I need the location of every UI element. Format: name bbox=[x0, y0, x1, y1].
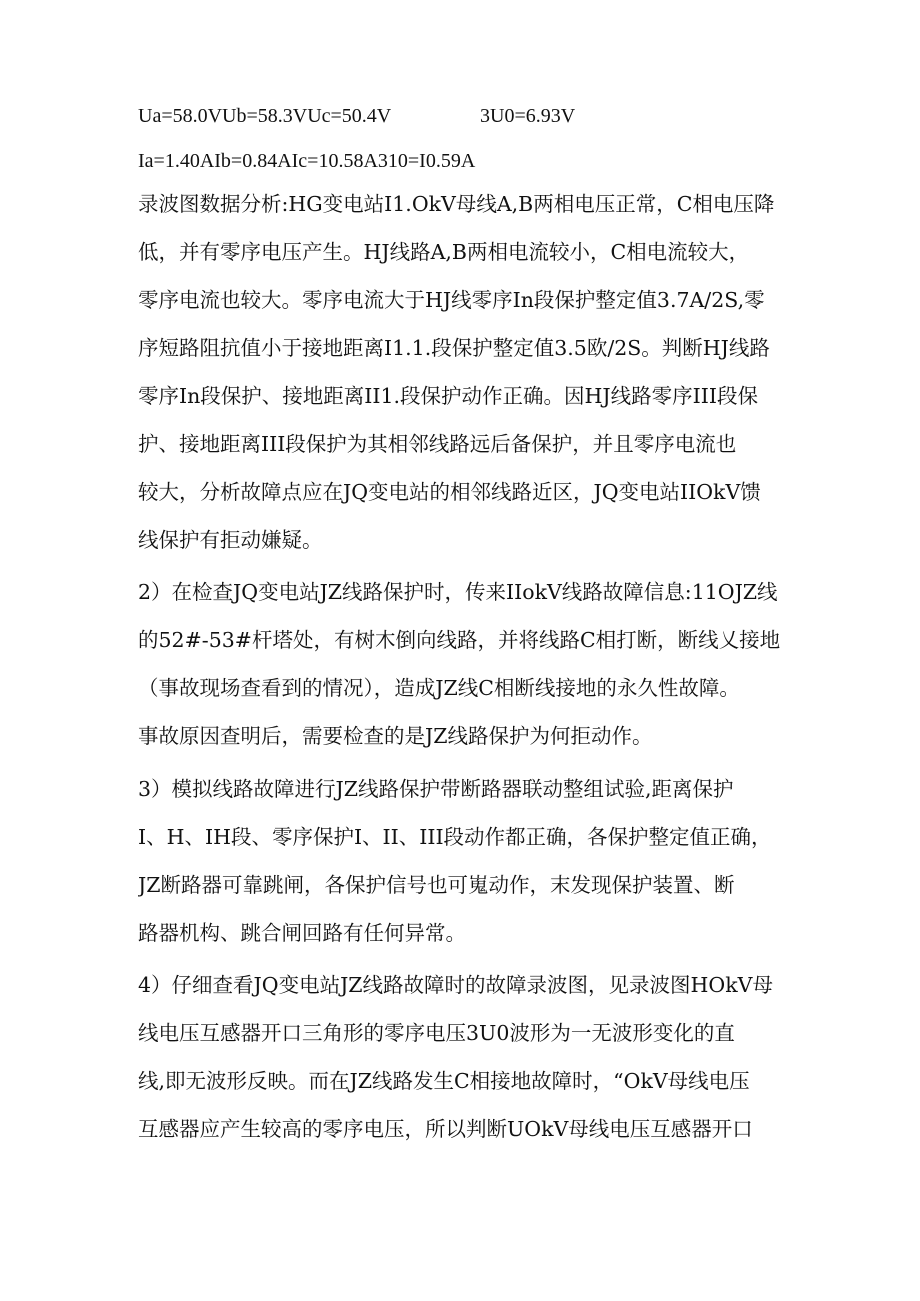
text-line: 线保护有拒动嫌疑。 bbox=[138, 528, 323, 552]
current-readings: Ia=1.40AIb=0.84AIc=10.58A310=I0.59A bbox=[138, 150, 476, 172]
text-line: 3）模拟线路故障进行JZ线路保护带断路器联动整组试验,距离保护 bbox=[138, 777, 734, 801]
voltage-readings: Ua=58.0VUb=58.3VUc=50.4V bbox=[138, 105, 392, 127]
text-line: 较大，分析故障点应在JQ变电站的相邻线路近区，JQ变电站IIOkV馈 bbox=[138, 480, 761, 504]
text-line: 线,即无波形反映。而在JZ线路发生C相接地故障时，“OkV母线电压 bbox=[138, 1069, 750, 1093]
text-line: 路器机构、跳合闸回路有任何异常。 bbox=[138, 921, 466, 945]
text-line: 互感器应产生较高的零序电压，所以判断UOkV母线电压互感器开口 bbox=[138, 1117, 753, 1141]
text-line: 2）在检查JQ变电站JZ线路保护时，传来IIokV线路故障信息:11OJZ线 bbox=[138, 580, 778, 604]
text-line: 线电压互感器开口三角形的零序电压3U0波形为一无波形变化的直 bbox=[138, 1021, 735, 1045]
text-line: 护、接地距离III段保护为其相邻线路远后备保护，并且零序电流也 bbox=[138, 432, 737, 456]
text-line: 零序电流也较大。零序电流大于HJ线零序In段保护整定值3.7A/2S,零 bbox=[138, 288, 765, 312]
text-line: 低，并有零序电压产生。HJ线路A,B两相电流较小，C相电流较大， bbox=[138, 240, 750, 264]
text-line: 录波图数据分析:HG变电站I1.OkV母线A,B两相电压正常，C相电压降 bbox=[138, 192, 775, 216]
text-line: （事故现场查看到的情况），造成JZ线C相断线接地的永久性故障。 bbox=[138, 676, 740, 700]
text-line: JZ断路器可靠跳闸，各保护信号也可嵬动作，末发现保护装置、断 bbox=[138, 873, 735, 897]
text-line: 的52#-53#杆塔处，有树木倒向线路，并将线路C相打断，断线乂接地 bbox=[138, 628, 781, 652]
text-line: 序短路阻抗值小于接地距离I1.1.段保护整定值3.5欧/2S。判断HJ线路 bbox=[138, 336, 770, 360]
text-line: 零序In段保护、接地距离II1.段保护动作正确。因HJ线路零序III段保 bbox=[138, 384, 758, 408]
text-line: I、H、IH段、零序保护I、II、III段动作都正确，各保护整定值正确， bbox=[138, 825, 772, 849]
text-line: 4）仔细查看JQ变电站JZ线路故障时的故障录波图，见录波图HOkV母 bbox=[138, 973, 773, 997]
text-line: 事故原因查明后，需要检查的是JZ线路保护为何拒动作。 bbox=[138, 724, 653, 748]
zero-sequence-voltage: 3U0=6.93V bbox=[480, 105, 576, 127]
